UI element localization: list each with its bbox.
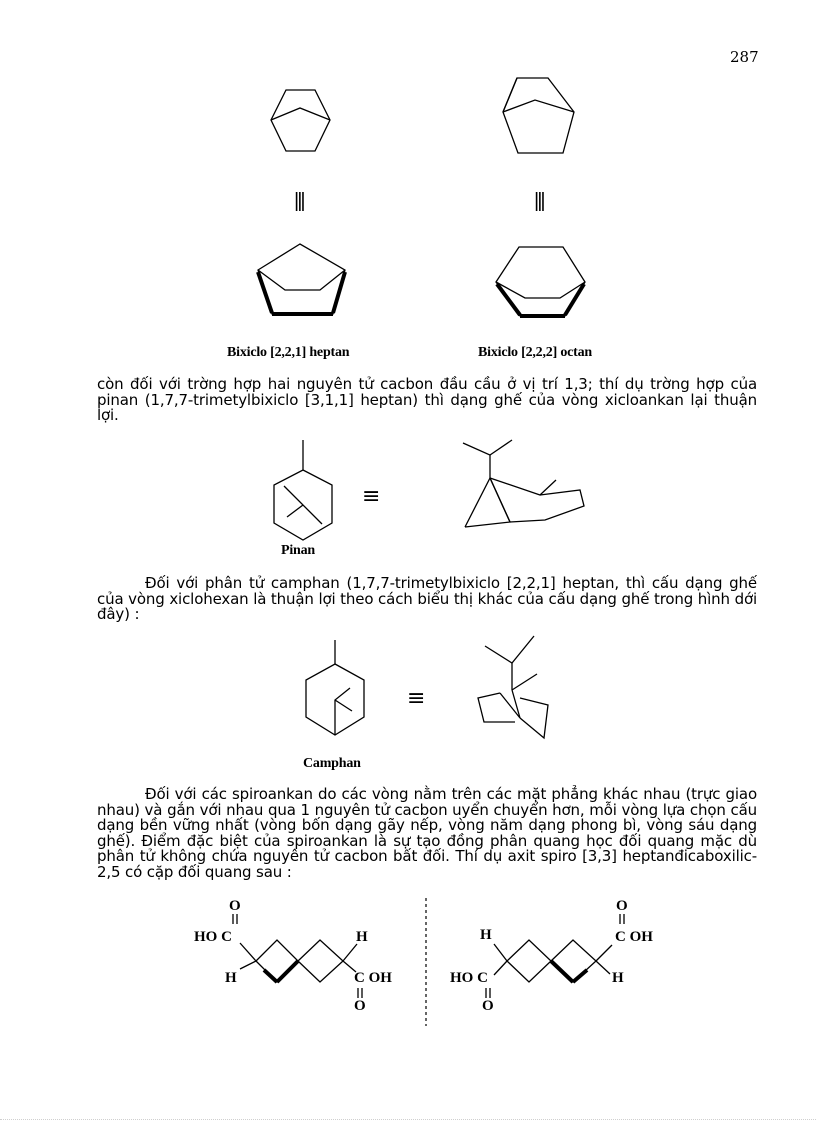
paragraph-camphan: Đối với phân tử camphan (1,7,7-trimetylbixiclo [2,2,1] heptan, thì cấu dạng ghế của vòng xiclohexan là thuận lợi theo cách biểu thị khác của cấu dạng ghế trong hình dới đây) :: [97, 574, 757, 623]
spiro-left-o-bottom: O: [354, 998, 366, 1014]
page-bottom-divider: [0, 1119, 816, 1120]
spiro-left-h-right: H: [356, 929, 368, 945]
spiro-left-hoc: HO C: [194, 929, 232, 945]
spiro-right-coh: C OH: [615, 929, 653, 945]
spiro-left-o-top: O: [229, 898, 241, 914]
page-number: 287: [730, 48, 759, 66]
equivalence-mark-right: |||: [534, 190, 544, 212]
equivalence-mark-left: |||: [294, 190, 304, 212]
spiro-right-o-top: O: [616, 898, 628, 914]
equivalence-symbol-pinan: ≡: [362, 484, 381, 509]
spiro-right-h-left: H: [480, 927, 492, 943]
spiro-left-h-left: H: [225, 970, 237, 986]
spiro-left-coh: C OH: [354, 970, 392, 986]
caption-bicyclooctan: Bixiclo [2,2,2] octan: [478, 345, 593, 360]
caption-pinan: Pinan: [281, 543, 316, 558]
spiro-right-o-bottom: O: [482, 998, 494, 1014]
spiro-right-h-right: H: [612, 970, 624, 986]
paragraph-spiroankan: Đối với các spiroankan do các vòng nằm trên các mặt phẳng khác nhau (trực giao nhau) và gắn với nhau qua 1 nguyên tử cacbon uyển chuyển hơn, mỗi vòng lựa chọn cấu dạng bền vững nhất (vòng bốn dạng gãy nếp, vòng năm dạng phong bì, vòng sáu dạng ghế). Điểm đặc biệt của spiroankan là sự tạo đồng phân quang học đối quang mặc dù phân tử không chứa nguyên tử cacbon bất đối. Thí dụ axit spiro [3,3] heptanđicaboxilic-2,5 có cặp đối quang sau :: [97, 785, 757, 881]
caption-bicycloheptan: Bixiclo [2,2,1] heptan: [227, 345, 350, 360]
paragraph-pinan-intro: còn đối với trờng hợp hai nguyên tử cacbon đầu cầu ở vị trí 1,3; thí dụ trờng hợp của pinan (1,7,7-trimetylbixiclo [3,1,1] heptan) thì dạng ghế của vòng xicloankan lại thuận lợi.: [97, 375, 757, 424]
equivalence-symbol-camphan: ≡: [407, 686, 426, 711]
spiro-right-hoc: HO C: [450, 970, 488, 986]
caption-camphan: Camphan: [303, 756, 361, 771]
